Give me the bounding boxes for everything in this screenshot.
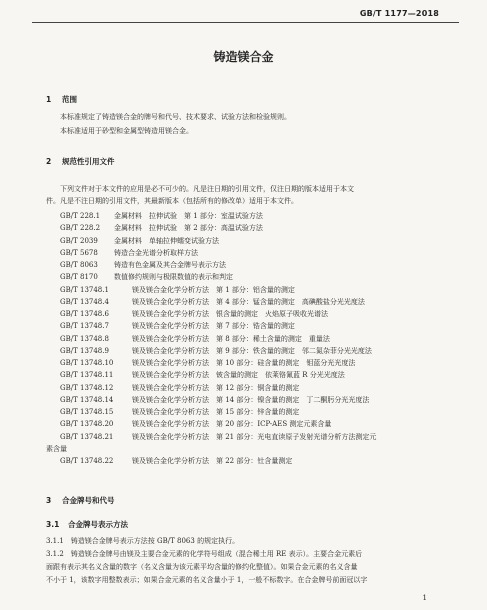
section-3-1-heading (46, 519, 128, 530)
reference-item (60, 371, 345, 379)
reference-title: 金属材料 单轴拉伸蠕变试验方法 (114, 236, 219, 245)
reference-code: GB/T 2039 (60, 236, 98, 245)
section-1-line: 本标准适用于砂型和金属型铸造用镁合金。 (60, 127, 193, 135)
reference-title: 镁及镁合金化学分析方法 第 7 部分：锆含量的测定 (132, 322, 295, 331)
section-title: 合金牌号和代号 (62, 496, 115, 505)
reference-title: 镁及镁合金化学分析方法 第 8 部分：稀土含量的测定 重量法 (132, 334, 330, 343)
reference-code: GB/T 13748.7 (60, 322, 109, 331)
reference-item (60, 249, 198, 257)
reference-title: 铸造有色金属及其合金牌号表示方法 (114, 261, 226, 269)
reference-title: 铸造合金光谱分析取样方法 (114, 248, 198, 257)
reference-item (60, 273, 233, 281)
reference-code: GB/T 8063 (60, 261, 98, 269)
reference-title: 镁及镁合金化学分析方法 第 20 部分：ICP-AES 测定元素含量 (132, 420, 332, 429)
reference-item (60, 310, 328, 318)
reference-title: 镁及镁合金化学分析方法 银含量的测定 火焰原子吸收光谱法 (132, 310, 328, 318)
section-number: 3 (46, 496, 52, 505)
reference-item (60, 212, 263, 220)
reference-item (60, 298, 365, 306)
reference-item (60, 396, 369, 404)
reference-item (60, 237, 219, 245)
reference-code: GB/T 13748.8 (60, 334, 109, 343)
section-2-intro-line: 件。凡是不注日期的引用文件，其最新版本（包括所有的修改单）适用于本文件。 (46, 197, 298, 205)
reference-item (60, 322, 295, 330)
reference-title: 镁及镁合金化学分析方法 第 15 部分：锌含量的测定 (132, 408, 300, 416)
reference-title: 镁及镁合金化学分析方法 第 22 部分：钍含量测定 (132, 457, 293, 465)
reference-item (60, 359, 355, 367)
reference-title: 金属材料 拉伸试验 第 2 部分：高温试验方法 (114, 224, 263, 233)
reference-code: GB/T 13748.1 (60, 285, 109, 294)
reference-item (46, 445, 67, 453)
reference-item (60, 224, 263, 232)
section-3-heading (46, 495, 115, 506)
reference-title: 镁及镁合金化学分析方法 铍含量的测定 依莱铬氰蓝 R 分光光度法 (132, 371, 345, 380)
reference-title: 镁及镁合金化学分析方法 第 10 部分：硅含量的测定 钼蓝分光光度法 (132, 359, 356, 367)
reference-item (60, 420, 331, 428)
section-number: 3.1 (46, 520, 60, 529)
reference-code: GB/T 13748.21 (60, 432, 114, 441)
reference-title: 镁及镁合金化学分析方法 第 9 部分：铁含量的测定 邻二氮杂菲分光光度法 (132, 346, 372, 355)
reference-title: 镁及镁合金化学分析方法 第 14 部分：镍含量的测定 丁二酮肟分光光度法 (132, 395, 370, 404)
section-title: 范围 (62, 95, 77, 104)
reference-title: 镁及镁合金化学分析方法 第 21 部分：光电直读原子发射光谱分析方法测定元 (132, 432, 377, 441)
reference-code: GB/T 13748.9 (60, 346, 109, 355)
reference-code: GB/T 13748.10 (60, 359, 114, 367)
section-3-1-line: 不小于 1，该数字用整数表示；如果合金元素的名义含量小于 1，一般不标数字。在合金牌号前面冠以字 (46, 576, 368, 584)
reference-item (60, 335, 330, 343)
reference-code: GB/T 228.2 (60, 224, 101, 233)
section-1-line: 本标准规定了铸造镁合金的牌号和代号、技术要求、试验方法和检验规则。 (60, 113, 291, 121)
reference-title: 镁及镁合金化学分析方法 第 1 部分：铝含量的测定 (132, 285, 295, 294)
reference-code: GB/T 13748.4 (60, 297, 109, 306)
reference-code: GB/T 13748.12 (60, 383, 114, 392)
reference-code: GB/T 228.1 (60, 212, 101, 220)
header-rule (32, 22, 459, 23)
section-3-1-line: 3.1.1 铸造镁合金牌号表示方法按 GB/T 8063 的规定执行。 (46, 537, 240, 545)
section-number: 2 (46, 157, 52, 166)
section-2-intro-line: 下列文件对于本文件的应用是必不可少的。凡是注日期的引用文件，仅注日期的版本适用于本文 (60, 185, 354, 193)
reference-item (60, 384, 299, 392)
reference-code: GB/T 5678 (60, 248, 98, 257)
reference-item (60, 261, 226, 269)
reference-code: GB/T 13748.11 (60, 371, 114, 380)
section-number: 1 (46, 95, 52, 104)
reference-title: 镁及镁合金化学分析方法 第 4 部分：锰含量的测定 高碘酸盐分光光度法 (132, 297, 365, 306)
reference-item (60, 347, 372, 355)
reference-code: GB/T 13748.20 (60, 420, 114, 429)
reference-code: GB/T 13748.6 (60, 310, 109, 318)
reference-item (60, 433, 376, 441)
standard-number: GB/T 1177—2018 (359, 9, 439, 18)
reference-item (60, 457, 292, 465)
section-2-heading (46, 156, 115, 167)
reference-item (60, 408, 299, 416)
section-3-1-line: 面跟有表示其名义含量的数字（名义含量为该元素平均含量的修约化整值）。如果合金元素的名义含量 (46, 563, 358, 571)
reference-title: 镁及镁合金化学分析方法 第 12 部分：铜含量的测定 (132, 383, 300, 392)
reference-title: 数值修约规则与极限数值的表示和判定 (114, 273, 233, 282)
section-title: 合金牌号表示方法 (68, 520, 128, 529)
reference-code: GB/T 13748.15 (60, 408, 114, 416)
reference-code: GB/T 13748.14 (60, 395, 114, 404)
reference-code: GB/T 13748.22 (60, 457, 114, 465)
reference-item (60, 286, 295, 294)
reference-title: 金属材料 拉伸试验 第 1 部分：室温试验方法 (114, 212, 263, 220)
section-title: 规范性引用文件 (62, 157, 115, 166)
section-3-1-line: 3.1.2 铸造镁合金牌号由镁及主要合金元素的化学符号组成（混合稀土用 RE 表示）。主要合金元素后 (46, 550, 363, 558)
document-title: 铸造镁合金 (213, 50, 274, 64)
reference-title: 素含量 (46, 444, 67, 453)
section-1-heading (46, 94, 77, 105)
page-number: 1 (422, 594, 427, 602)
reference-code: GB/T 8170 (60, 273, 98, 282)
